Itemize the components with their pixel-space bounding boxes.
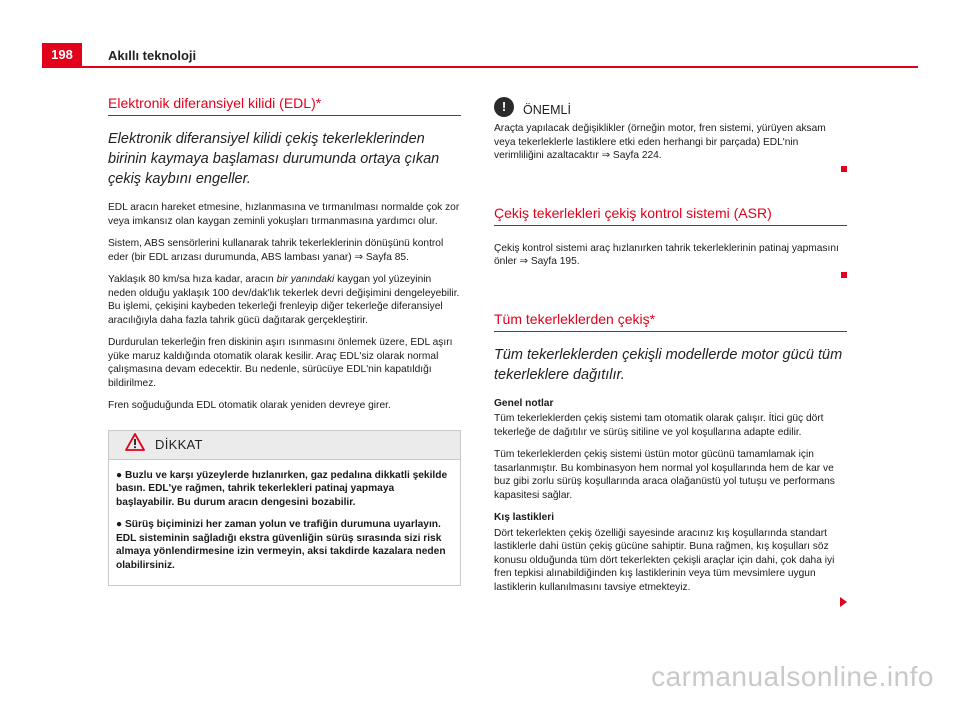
edl-heading: Elektronik diferansiyel kilidi (EDL)* <box>108 94 461 116</box>
edl-paragraph-5: Fren soğuduğunda EDL otomatik olarak yeniden devreye girer. <box>108 400 391 411</box>
edl-paragraph-1: EDL aracın hareket etmesine, hızlanmasına ve tırmanılması normalde çok zor veya imkansız olan kaygan zeminli yokuşları tırmanmasına yardımcı olur. <box>108 202 460 227</box>
important-title: ÖNEMLİ <box>523 103 571 117</box>
edl-paragraph-4: Durdurulan tekerleğin fren diskinin aşırı ısınmasını önlemek üzere, EDL aşırı yüke maruz kaldığında otomatik olarak kesilir. Araç EDL'siz olarak normal çalışmasına devam edecektir. Bu nedenle, sürücüye EDL'nin kapatıldığı bildirilmez. <box>108 337 453 389</box>
left-column <box>108 94 461 586</box>
important-text: Araçta yapılacak değişiklikler (örneğin motor, fren sistemi, yürüyen aksam veya tekerleklerle lastiklere etki eden herhangi bir parçada) EDL'nin verimliliğini azaltacaktır ⇒ Sayfa 224. <box>494 123 826 161</box>
end-marker-row <box>494 272 847 278</box>
warning-item: ● Buzlu ve karşı yüzeylerde hızlanırken, gaz pedalına dikkatli şekilde basın. EDL'ye rağmen, tahrik tekerlekleri patinaj yapmaya başlayabilir. Bu durum aracın dengesini bozabilir. <box>116 469 448 508</box>
header-rule <box>42 66 918 68</box>
important-header <box>494 96 847 118</box>
general-paragraph-1: Tüm tekerleklerden çekiş sistemi tam otomatik olarak çalışır. İtici güç dört tekerleğe de dağıtılır ve sürüş sitiline ve yol koşullarına adapte edilir. <box>494 413 824 438</box>
asr-heading: Çekiş tekerlekleri çekiş kontrol sistemi (ASR) <box>494 204 847 226</box>
watermark: carmanualsonline.info <box>651 661 934 692</box>
text-span: kaygan yol yüzeyinin neden olduğu yaklaşık 100 dev/dak'lık tekerlek devri değişimini dengeleyebilir. Bu işlemi, çekişini kaybeden tekerleği frenleyip diğer tekerleğe diferansiyel aracılığıyla daha fazla tahrik gücü dağıtarak gerçekleştirir. <box>108 274 460 326</box>
awd-lead: Tüm tekerleklerden çekişli modellerde motor gücü tüm tekerleklere dağıtılır. <box>494 346 843 383</box>
text-span: Yaklaşık 80 km/sa hıza kadar, aracın <box>108 274 277 285</box>
page-number: 198 <box>42 43 82 67</box>
edl-lead: Elektronik diferansiyel kilidi çekiş tekerleklerinden birinin kaymaya başlaması durumunda ortaya çıkan çekiş kaybını engeller. <box>108 131 440 187</box>
warning-triangle-icon <box>125 433 145 456</box>
asr-text: Çekiş kontrol sistemi araç hızlanırken tahrik tekerleklerinin patinaj yapmasını önler ⇒ Sayfa 195. <box>494 242 839 267</box>
warning-header <box>109 431 460 460</box>
end-marker-row <box>494 166 847 172</box>
edl-paragraph-3 <box>108 273 461 327</box>
edl-paragraph-2: Sistem, ABS sensörlerini kullanarak tahrik tekerleklerinin dönüşünü kontrol eder (bir EDL arızası durumunda, ABS lambası yanar) ⇒ Sayfa 85. <box>108 238 444 263</box>
emphasis-span: bir yanındaki <box>276 274 335 285</box>
general-notes-heading: Genel notlar <box>494 397 554 409</box>
awd-heading: Tüm tekerleklerden çekiş* <box>494 310 847 332</box>
warning-title: DİKKAT <box>155 437 203 452</box>
warning-body <box>109 460 460 586</box>
continue-arrow-icon <box>840 597 847 607</box>
right-column <box>494 96 847 617</box>
warning-box <box>108 430 461 587</box>
general-paragraph-2: Tüm tekerleklerden çekiş sistemi üstün motor gücünü tamamlamak için tasarlanmıştır. Bu kombinasyon hem normal yol koşullarında hem de kar ve buz gibi zorlu sürüş koşullarında araca olağanüstü yol tutuşu ve performans kapasitesi sağlar. <box>494 449 835 501</box>
section-end-marker-icon <box>841 166 847 172</box>
exclamation-icon: ! <box>494 97 514 117</box>
section-title: Akıllı teknoloji <box>108 48 197 63</box>
warning-item: ● Sürüş biçiminizi her zaman yolun ve trafiğin durumuna uyarlayın. EDL sisteminin sağladığı ekstra güvenliğin sürüş sırasında sizi risk almaya yönlendirmesine izin vermeyin, aksi takdirde kazalara neden olabilirsiniz. <box>116 519 446 571</box>
winter-tyres-heading: Kış lastikleri <box>494 512 555 523</box>
section-end-marker-icon <box>841 272 847 278</box>
winter-paragraph: Dört tekerlekten çekiş özelliği sayesinde aracınız kış koşullarında standart lastiklerle dahi üstün çekiş gücüne sahiptir. Buna rağmen, kış koşulları söz konusu olduğunda tüm dört tekerlekten çekişli araçlar için dahi, çok daha iyi fren tepkisi alınabildiğinden kış lastiklerinin veya tüm mevsimlere uygun lastiklerin kullanılmasını tavsiye etmekteyiz. <box>494 527 835 593</box>
continue-row <box>494 597 847 607</box>
